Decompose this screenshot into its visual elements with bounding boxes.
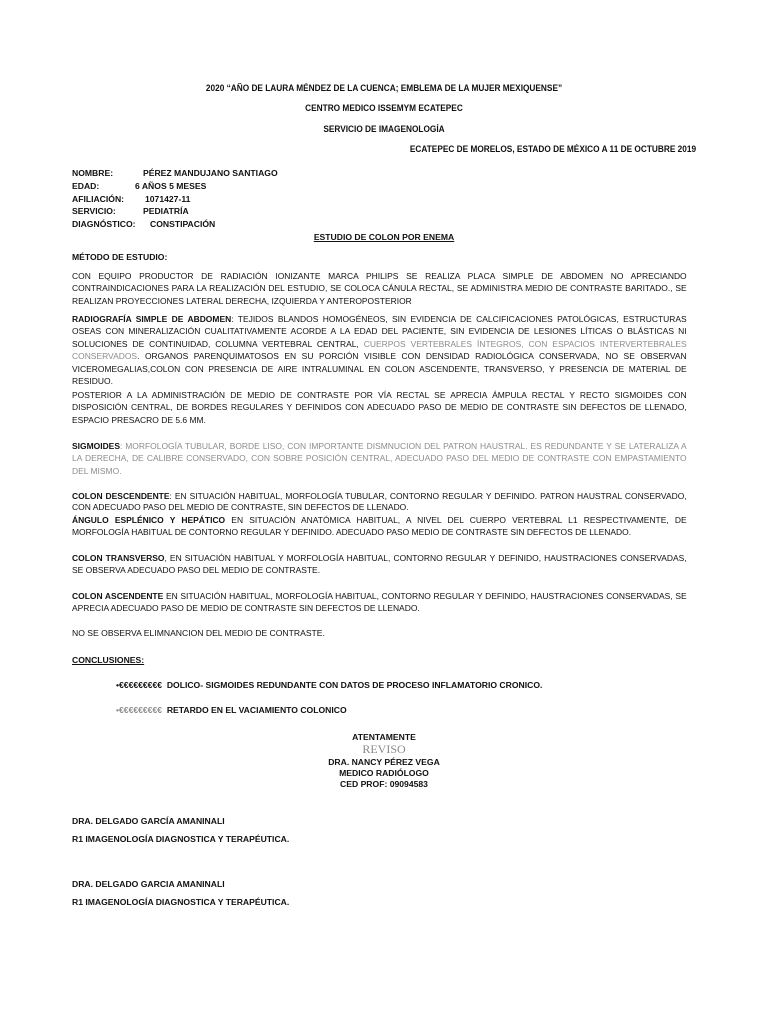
patient-diagnosis-value: CONSTIPACIÓN xyxy=(150,219,216,229)
atentamente-label: ATENTAMENTE xyxy=(352,732,416,742)
resident-name: DRA. DELGADO GARCIA AMANINALI xyxy=(72,879,225,889)
service-name: SERVICIO DE IMAGENOLOGÍA xyxy=(323,124,445,134)
patient-age-label: EDAD: xyxy=(72,181,100,191)
abdomen-text-b: . ORGANOS PARENQUIMATOSOS EN SU PORCIÓN VISIBLE CON DENSIDAD RADIOLÓGICA CONSERVADA, NO SE OBSERVAN VICEROMEGALIAS,COLON CON PRESENCIA DE AIRE INTRALUMINAL EN COLON ASCENDENTE, TRANSVERSO, Y PRESENCIA DE MATERIAL DE RESIDUO. xyxy=(72,351,687,387)
conclusion-bullet: •€€€€€€€€€ xyxy=(116,705,163,715)
patient-affiliation-label: AFILIACIÓN: xyxy=(72,194,125,204)
angulo-label: ÁNGULO ESPLÉNICO Y HEPÁTICO xyxy=(72,515,226,525)
colon-ascendente-paragraph xyxy=(72,590,687,615)
conclusion-item xyxy=(116,705,347,715)
colon-descendente-paragraph xyxy=(72,491,687,513)
elimination-note: NO SE OBSERVA ELIMNANCION DEL MEDIO DE CONTRASTE. xyxy=(72,628,325,638)
conclusion-text: RETARDO EN EL VACIAMIENTO COLONICO xyxy=(166,705,347,715)
study-title: ESTUDIO DE COLON POR ENEMA xyxy=(313,232,455,242)
reviso-text: REVISO xyxy=(362,742,406,756)
abdomen-text-gray: CUERPOS VERTEBRALES ÍNTEGROS, CON ESPACIOS INTERVERTEBRALES CONSERVADOS xyxy=(72,338,687,362)
abdomen-label: RADIOGRAFÍA SIMPLE DE ABDOMEN xyxy=(72,314,232,324)
abdomen-text-a: : TEJIDOS BLANDOS HOMOGÉNEOS, SIN EVIDENCIA DE CALCIFICACIONES PATOLÓGICAS, ESTRUCTURAS OSEAS CON MINERALIZACIÓN CUALITATIVAMENTE ACORDE A LA EDAD DEL PACIENTE, SIN EVIDENCIA DE LESIONES LÍTICAS O BLÁSTICAS NI SOLUCIONES DE CONTINUIDAD, COLUMNA VERTEBRAL CENTRAL, xyxy=(72,314,687,349)
post-contrast-paragraph: POSTERIOR A LA ADMINISTRACIÓN DE MEDIO DE CONTRASTE POR VÍA RECTAL SE APRECIA ÁMPULA RECTAL Y RECTO SIGMOIDES CON DISPOSICIÓN CENTRAL, DE BORDES REGULARES Y DEFINIDOS CON ADECUADO PASO DE MEDIO DE CONTRASTE SIN DEFECTOS DE LLENADO, ESPACIO PRESACRO DE 5.6 MM. xyxy=(72,390,687,425)
institution-name: CENTRO MEDICO ISSEMYM ECATEPEC xyxy=(305,103,463,113)
patient-age-value: 6 AÑOS 5 MESES xyxy=(135,181,207,191)
signer-license: CED PROF: 09094583 xyxy=(340,779,428,789)
resident-title: R1 IMAGENOLOGÍA DIAGNOSTICA Y TERAPÉUTICA. xyxy=(72,834,290,844)
signer-role: MEDICO RADIÓLOGO xyxy=(339,768,429,778)
colon-ascendente-text: EN SITUACIÓN HABITUAL, MORFOLOGÍA HABITUAL, CONTORNO REGULAR Y DEFINIDO, HAUSTRACIONES CONSERVADAS, SE APRECIA ADECUADO PASO DE MEDIO DE CONTRASTE SIN DEFECTOS DE LLENADO. xyxy=(72,591,687,614)
signer-name: DRA. NANCY PÉREZ VEGA xyxy=(328,757,440,767)
patient-service-value: PEDIATRÍA xyxy=(143,206,189,216)
colon-transverso-paragraph xyxy=(72,552,687,577)
colon-transverso-label: COLON TRANSVERSO xyxy=(72,553,165,563)
angulo-text: EN SITUACIÓN ANATÓMICA HABITUAL, A NIVEL DEL CUERPO VERTEBRAL L1 RESPECTIVAMENTE, DE MORFOLOGÍA HABITUAL DE CONTORNO REGULAR Y DEFINIDO. ADECUADO PASO MEDIO DE CONTRASTE SIN DEFECTOS DE LLENADO. xyxy=(72,515,687,538)
angulo-paragraph xyxy=(72,514,687,539)
colon-descendente-label: COLON DESCENDENTE xyxy=(72,491,170,501)
year-motto: 2020 “AÑO DE LAURA MÉNDEZ DE LA CUENCA; EMBLEMA DE LA MUJER MEXIQUENSE” xyxy=(205,83,563,93)
conclusions-heading: CONCLUSIONES: xyxy=(72,655,145,665)
method-heading: MÉTODO DE ESTUDIO: xyxy=(72,252,168,262)
patient-diagnosis-label: DIAGNÓSTICO: xyxy=(72,219,136,229)
sigmoides-label: SIGMOIDES xyxy=(72,441,120,451)
colon-descendente-text: : EN SITUACIÓN HABITUAL, MORFOLOGÍA TUBULAR, CONTORNO REGULAR Y DEFINIDO. PATRON HAUSTRAL CONSERVADO, CON ADECUADO PASO DEL MEDIO DE CONTRASTE, SIN DEFECTOS DE LLENADO. xyxy=(72,491,687,512)
conclusion-text: DOLICO- SIGMOIDES REDUNDANTE CON DATOS DE PROCESO INFLAMATORIO CRONICO. xyxy=(166,680,543,690)
conclusion-item xyxy=(116,680,542,690)
patient-name-label: NOMBRE: xyxy=(72,168,114,178)
resident-name: DRA. DELGADO GARCÍA AMANINALI xyxy=(72,816,225,826)
sigmoides-text: : MORFOLOGÍA TUBULAR, BORDE LISO, CON IMPORTANTE DISMNUCION DEL PATRON HAUSTRAL. ES REDUNDANTE Y SE LATERALIZA A LA DERECHA, DE CALIBRE CONSERVADO, CON SOBRE POSICIÓN CENTRAL, ADECUADO PASO DEL MEDIO DE CONTRASTE CON EMPASTAMIENTO DEL MISMO. xyxy=(72,441,687,476)
place-date: ECATEPEC DE MORELOS, ESTADO DE MÉXICO A 11 DE OCTUBRE 2019 xyxy=(409,144,696,154)
sigmoides-paragraph xyxy=(72,440,687,477)
patient-affiliation-value: 1071427-11 xyxy=(145,194,191,204)
patient-service-label: SERVICIO: xyxy=(72,206,116,216)
patient-name-value: PÉREZ MANDUJANO SANTIAGO xyxy=(143,168,278,178)
conclusion-bullet: •€€€€€€€€€ xyxy=(116,680,163,690)
colon-transverso-text: , EN SITUACIÓN HABITUAL Y MORFOLOGÍA HABITUAL, CONTORNO REGULAR Y DEFINIDO, HAUSTRACIONES CONSERVADAS, SE OBSERVA ADECUADO PASO DEL MEDIO DE CONTRASTE. xyxy=(72,553,687,576)
resident-title: R1 IMAGENOLOGÍA DIAGNOSTICA Y TERAPÉUTICA. xyxy=(72,897,290,907)
colon-ascendente-label: COLON ASCENDENTE xyxy=(72,591,164,601)
abdomen-paragraph xyxy=(72,313,687,387)
method-paragraph: CON EQUIPO PRODUCTOR DE RADIACIÓN IONIZANTE MARCA PHILIPS SE REALIZA PLACA SIMPLE DE ABDOMEN NO APRECIANDO CONTRAINDICACIONES PARA LA REALIZACIÓN DEL ESTUDIO, SE COLOCA CÁNULA RECTAL, SE ADMINISTRA MEDIO DE CONTRASTE BARITADO., SE REALIZAN PROYECCIONES LATERAL DERECHA, IZQUIERDA Y ANTEROPOSTERIOR xyxy=(72,271,687,306)
